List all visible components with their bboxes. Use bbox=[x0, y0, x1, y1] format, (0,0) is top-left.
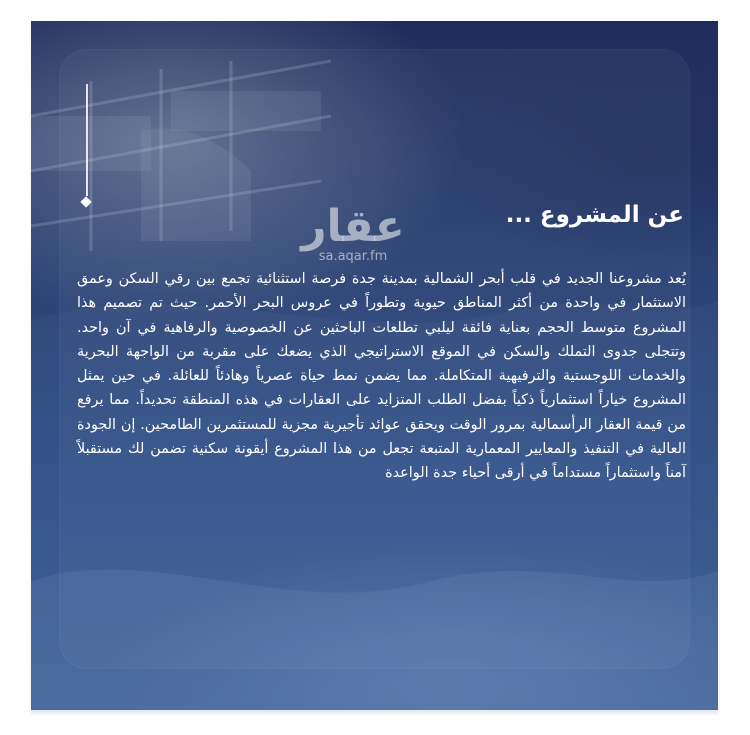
watermark-logo-text: عقار bbox=[301, 201, 405, 252]
post-body bbox=[77, 267, 686, 486]
post-title: عن المشروع ... bbox=[505, 202, 684, 228]
post-image-card[interactable] bbox=[31, 21, 718, 710]
decorative-vertical-line bbox=[86, 84, 88, 196]
card-bottom-divider bbox=[31, 710, 718, 716]
post-body-paragraph: يُعد مشروعنا الجديد في قلب أبحر الشمالية بمدينة جدة فرصة استثنائية تجمع بين رقي السكن وعمق الاستثمار في واحدة من أكثر المناطق حيوية وتطوراً في عروس البحر الأحمر. حيث تم تصميم هذا المشروع متوسط الحجم بعناية فائقة ليلبي تطلعات الباحثين عن الخصوصية والرفاهية في آن واحد. وتتجلى جدوى التملك والسكن في الموقع الاستراتيجي الذي يضعك على مقربة من الواجهة البحرية والخدمات اللوجستية والترفيهية المتكاملة. مما يضمن نمط حياة عصرياً وهادئاً للعائلة. في حين يمثل المشروع خياراً استثمارياً ذكياً بفضل الطلب المتزايد على العقارات في هذه المنطقة تحديداً. مما يرفع من قيمة العقار الرأسمالية بمرور الوقت ويحقق عوائد تأجيرية مجزية للمستثمرين الطامحين. إن الجودة العالية في التنفيذ والمعايير المعمارية المتبعة تجعل من هذا المشروع أيقونة سكنية تضمن لك مستقبلاً آمناً واستثماراً مستداماً في أرقى أحياء جدة الواعدة bbox=[77, 271, 686, 482]
watermark-url: sa.aqar.fm bbox=[318, 249, 388, 264]
